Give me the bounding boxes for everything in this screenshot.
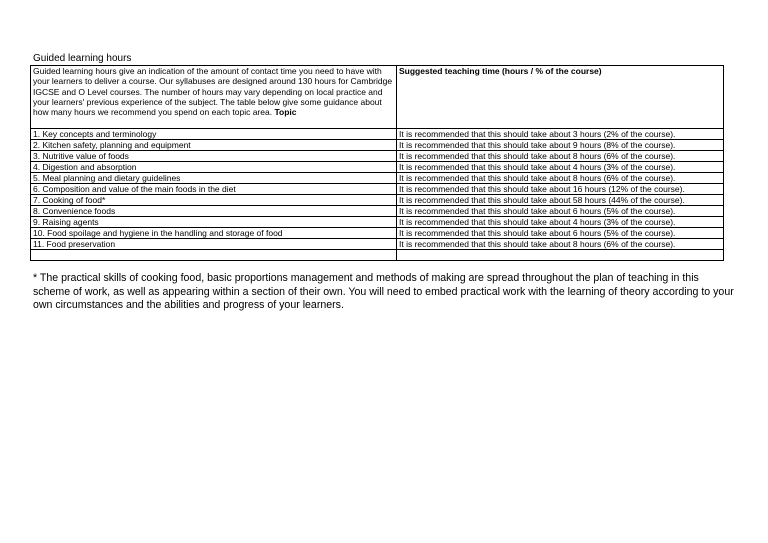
topic-cell: 10. Food spoilage and hygiene in the handling and storage of food xyxy=(31,228,397,239)
time-cell: It is recommended that this should take about 8 hours (6% of the course). xyxy=(397,151,724,162)
topic-cell: 11. Food preservation xyxy=(31,239,397,250)
time-cell: It is recommended that this should take about 8 hours (6% of the course). xyxy=(397,239,724,250)
table-row xyxy=(31,184,724,195)
table-row xyxy=(31,140,724,151)
time-cell: It is recommended that this should take about 6 hours (5% of the course). xyxy=(397,206,724,217)
intro-cell xyxy=(31,66,397,129)
table-row xyxy=(31,173,724,184)
time-cell: It is recommended that this should take about 58 hours (44% of the course). xyxy=(397,195,724,206)
time-cell: It is recommended that this should take about 3 hours (2% of the course). xyxy=(397,129,724,140)
guided-hours-table xyxy=(30,65,724,261)
table-row xyxy=(31,162,724,173)
time-cell: It is recommended that this should take about 9 hours (8% of the course). xyxy=(397,140,724,151)
empty-cell xyxy=(31,250,397,261)
topic-cell: 2. Kitchen safety, planning and equipment xyxy=(31,140,397,151)
topic-cell: 3. Nutritive value of foods xyxy=(31,151,397,162)
topic-cell: 6. Composition and value of the main foods in the diet xyxy=(31,184,397,195)
table-row xyxy=(31,228,724,239)
intro-text: Guided learning hours give an indication of the amount of contact time you need to have with your learners to deliver a course. Our syllabuses are designed around 130 hours for Cambridge IGCSE and O Level courses. The number of hours may vary depending on local practice and your learners' previous experience of the subject. The table below give some guidance about how many hours we recommend you spend on each topic area. xyxy=(33,66,393,118)
table-row xyxy=(31,206,724,217)
table-row xyxy=(31,151,724,162)
time-cell: It is recommended that this should take about 4 hours (3% of the course). xyxy=(397,162,724,173)
section-heading: Guided learning hours xyxy=(33,53,132,64)
time-column-header: Suggested teaching time (hours / % of the course) xyxy=(397,66,724,129)
time-cell: It is recommended that this should take about 16 hours (12% of the course). xyxy=(397,184,724,195)
empty-table-row xyxy=(31,250,724,261)
topic-cell: 7. Cooking of food* xyxy=(31,195,397,206)
topic-cell: 5. Meal planning and dietary guidelines xyxy=(31,173,397,184)
time-cell: It is recommended that this should take about 8 hours (6% of the course). xyxy=(397,173,724,184)
table-row xyxy=(31,195,724,206)
topic-cell: 8. Convenience foods xyxy=(31,206,397,217)
empty-cell xyxy=(397,250,724,261)
table-header-row xyxy=(31,66,724,129)
topic-cell: 4. Digestion and absorption xyxy=(31,162,397,173)
table-row xyxy=(31,129,724,140)
cooking-footnote: * The practical skills of cooking food, basic proportions management and methods of making are spread throughout the plan of teaching in this scheme of work, as well as appearing within a section of their own. You will need to embed practical work with the learning of theory according to your own circumstances and the abilities and progress of your learners. xyxy=(33,272,734,311)
topic-cell: 1. Key concepts and terminology xyxy=(31,129,397,140)
topic-cell: 9. Raising agents xyxy=(31,217,397,228)
time-cell: It is recommended that this should take about 6 hours (5% of the course). xyxy=(397,228,724,239)
table-row xyxy=(31,217,724,228)
table-body xyxy=(31,66,724,261)
topic-column-label: Topic xyxy=(274,107,297,118)
table-row xyxy=(31,239,724,250)
time-cell: It is recommended that this should take about 4 hours (3% of the course). xyxy=(397,217,724,228)
